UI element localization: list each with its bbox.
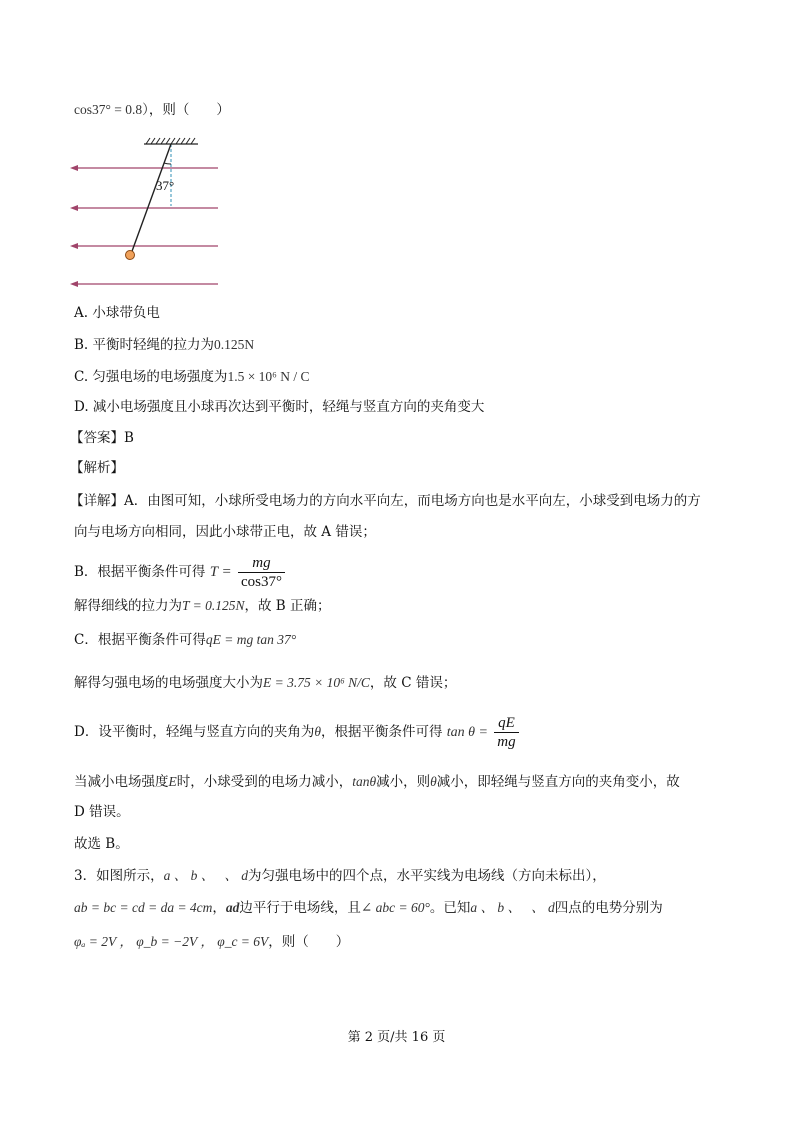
q3-line1-b: 为匀强电场中的四个点，水平实线为电场线（方向未标出）， xyxy=(247,868,606,884)
option-a: A. 小球带负电 xyxy=(74,305,160,321)
formula-tan-lhs: tan θ = xyxy=(446,725,488,740)
detail-c-result xyxy=(74,673,456,693)
detail-b xyxy=(74,552,287,592)
detail-d-text2: ，根据平衡条件可得 xyxy=(320,724,443,740)
e-symbol: E xyxy=(168,774,177,789)
formula-tan-numerator: qE xyxy=(494,714,518,733)
option-c-text: C. 匀强电场的电场强度为 xyxy=(74,369,228,385)
field-arrowhead-3 xyxy=(70,243,78,249)
detail-d-line2-d: 减小，即轻绳与竖直方向的夹角变小，故 xyxy=(436,774,680,790)
option-c xyxy=(74,367,310,387)
detail-d-line2 xyxy=(74,772,680,792)
formula-tan-denominator: mg xyxy=(497,734,516,750)
q3-side-lengths: ab = bc = cd = da = 4cm xyxy=(74,900,213,915)
choose-b: 故选 B。 xyxy=(74,836,129,852)
formula-tan-fraction xyxy=(494,714,518,751)
field-strength-value: E = 3.75 × 10⁶ N/C xyxy=(263,675,370,690)
detail-d-line2-c: 减小，则 xyxy=(376,774,431,790)
detail-c xyxy=(74,630,296,650)
q3-line3-tail: ，则（ ） xyxy=(268,934,350,950)
detail-d-line2-a: 当减小电场强度 xyxy=(74,774,169,790)
q3-line2-a: ， xyxy=(212,900,226,916)
q3-ad: ad xyxy=(225,900,240,915)
q3-line2-c: 。已知 xyxy=(429,900,471,916)
formula-t-numerator: mg xyxy=(238,554,285,573)
angle-arc xyxy=(164,163,171,164)
field-arrowhead-2 xyxy=(70,205,78,211)
answer-label: 【答案】B xyxy=(70,430,134,446)
formula-qe: qE = mg tan 37° xyxy=(205,632,297,647)
q3-points-1: a 、 b 、 、 d xyxy=(163,868,248,883)
charged-ball xyxy=(126,251,135,260)
angle-label: 37° xyxy=(156,178,175,193)
tension-value: T = 0.125N xyxy=(182,598,245,613)
formula-t-fraction xyxy=(238,554,285,591)
tan-theta-symbol: tanθ xyxy=(352,774,377,789)
detail-d-line3: D 错误。 xyxy=(74,804,130,820)
detail-c-result-tail: ，故 C 错误； xyxy=(369,675,457,691)
formula-t-denominator: cos37° xyxy=(240,574,282,590)
then-text: ，则（ ） xyxy=(148,102,230,118)
detail-c-text: C．根据平衡条件可得 xyxy=(74,632,206,648)
q3-points-2: a 、 b 、 、 d xyxy=(470,900,555,915)
q3-line2-d: 四点的电势分别为 xyxy=(554,900,663,916)
theta-symbol: θ xyxy=(314,724,321,739)
detail-a-line2: 向与电场方向相同，因此小球带正电，故 A 错误； xyxy=(74,524,376,540)
cos-value: cos37° = 0.8） xyxy=(74,102,149,117)
q3-line3 xyxy=(74,932,349,952)
ceiling-hatch xyxy=(146,138,195,144)
analysis-label: 【解析】 xyxy=(70,460,124,476)
detail-a-line1: 【详解】A．由图可知，小球所受电场力的方向水平向左，而电场方向也是水平向左，小球受到电场力的方 xyxy=(70,493,701,509)
q3-line1-a: 3．如图所示， xyxy=(74,868,164,884)
option-b-text: B. 平衡时轻绳的拉力为 xyxy=(74,337,215,353)
detail-d xyxy=(74,712,521,753)
detail-d-text1: D．设平衡时，轻绳与竖直方向的夹角为 xyxy=(74,724,315,740)
page-footer: 第 2 页/共 16 页 xyxy=(347,1030,446,1045)
pendulum-field-figure xyxy=(60,136,230,291)
question-intro-tail xyxy=(74,100,230,120)
detail-b-text: B．根据平衡条件可得 xyxy=(74,564,206,580)
q3-line2 xyxy=(74,898,663,918)
detail-b-result-text: 解得细线的拉力为 xyxy=(74,598,182,614)
detail-d-line2-b: 时，小球受到的电场力减小， xyxy=(176,774,353,790)
option-b xyxy=(74,335,254,355)
q3-line2-b: 边平行于电场线，且 xyxy=(239,900,361,916)
q3-line1 xyxy=(74,866,606,886)
q3-potentials: φₐ = 2V ， φ_b = −2V ， φ_c = 6V xyxy=(74,934,269,949)
q3-angle: ∠ abc = 60° xyxy=(360,900,430,915)
option-d: D. 减小电场强度且小球再次达到平衡时，轻绳与竖直方向的夹角变大 xyxy=(74,399,485,415)
theta-symbol-2: θ xyxy=(430,774,437,789)
field-arrowhead-1 xyxy=(70,165,78,171)
formula-t-lhs: T = xyxy=(209,564,232,580)
detail-c-result-text: 解得匀强电场的电场强度大小为 xyxy=(74,675,263,691)
detail-b-result-tail: ，故 B 正确； xyxy=(244,598,331,614)
field-arrowhead-4 xyxy=(70,281,78,287)
detail-b-result xyxy=(74,596,331,616)
option-b-value: 0.125N xyxy=(214,337,255,352)
rope xyxy=(131,144,171,254)
option-c-value: 1.5 × 10⁶ N / C xyxy=(227,369,310,384)
